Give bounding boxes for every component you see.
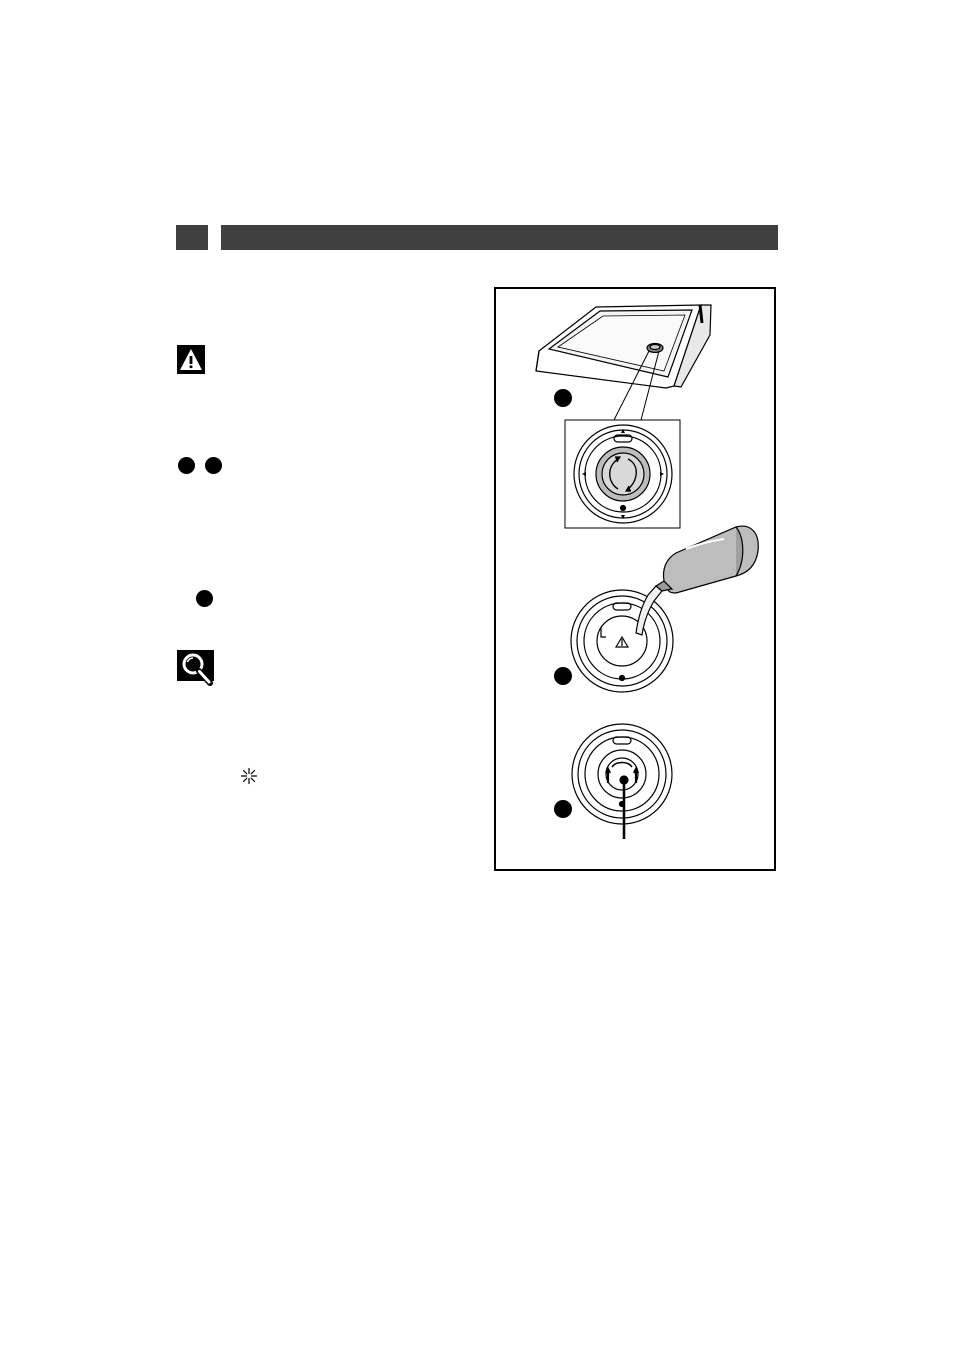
reference-marker-1 (178, 457, 195, 474)
section-number-bar (176, 225, 208, 250)
figure-illustration (496, 289, 778, 873)
water-tank-lid-illustration (536, 305, 711, 528)
warning-icon (177, 345, 205, 374)
figure-frame (494, 287, 776, 871)
snowflake-icon (240, 767, 258, 785)
figure-marker-1 (554, 389, 572, 407)
section-title-bar (221, 225, 778, 250)
reference-marker-2 (205, 457, 222, 474)
bottle-filling-illustration (571, 526, 758, 692)
reference-marker-3 (196, 590, 213, 607)
magnifier-icon (177, 650, 214, 686)
cap-closing-illustration (572, 724, 672, 839)
figure-marker-3 (554, 800, 572, 818)
figure-marker-2 (554, 667, 572, 685)
